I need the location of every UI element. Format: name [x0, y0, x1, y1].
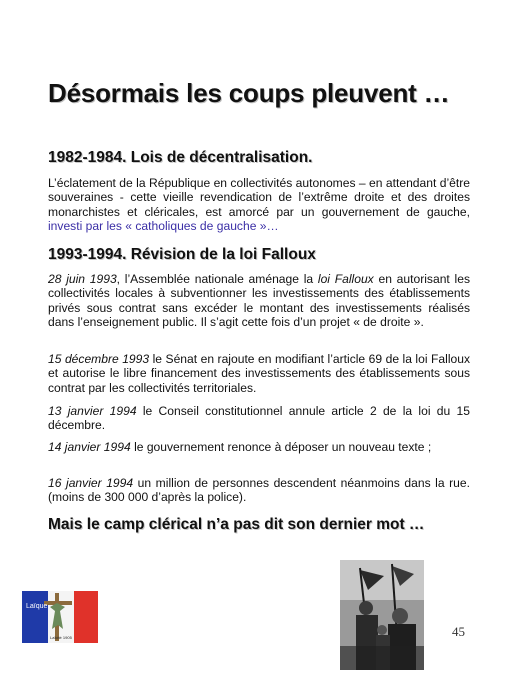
- slide-title: Désormais les coups pleuvent …: [48, 78, 450, 108]
- paragraph-juin-1993: [48, 272, 470, 329]
- logo-caption: Laïcité 1905: [50, 635, 72, 640]
- paragraph-text: le Conseil constitutionnel annule article 2 de la loi du 15 décembre.: [48, 404, 470, 433]
- paragraph-text: , l’Assemblée nationale aménage la: [116, 272, 318, 286]
- paragraph-text: le gouvernement renonce à déposer un nouveau texte ;: [130, 440, 432, 454]
- paragraph-text: un million de personnes descendent néanmoins dans la rue.(moins de 300 000 d’après la police).: [48, 476, 470, 505]
- law-name: loi Falloux: [317, 272, 374, 286]
- section-heading-falloux: 1993-1994. Révision de la loi Falloux: [48, 246, 316, 263]
- section-heading-decentralisation: 1982-1984. Lois de décentralisation.: [48, 149, 313, 166]
- date-label: 15 décembre 1993: [48, 352, 150, 366]
- laique-logo-image: [22, 585, 98, 649]
- date-label: 28 juin 1993: [48, 272, 117, 286]
- paragraph-text: le Sénat en rajoute en modifiant l’article 69 de la loi Falloux et autorise le libre financement des investissements des établissements sous contrat par les collectivités territoriales.: [48, 352, 471, 395]
- date-label: 16 janvier 1994: [48, 476, 134, 490]
- paragraph-16-janvier-1994: [48, 476, 470, 505]
- paragraph-13-janvier-1994: [48, 404, 470, 433]
- demonstration-photo: [340, 560, 424, 670]
- paragraph-text: en autorisant les collectivités locales à subventionner les investissements des établissements privés sous contrat sans excéder le montant des investissements réalisés dans l’enseignement public. Il s’agit cette fois d’un projet « de droite ».: [48, 272, 470, 329]
- paragraph-decembre-1993: [48, 352, 470, 395]
- closing-statement: Mais le camp clérical n’a pas dit son dernier mot …: [48, 516, 425, 533]
- date-label: 14 janvier 1994: [48, 440, 131, 454]
- paragraph-accent-text: investi par les « catholiques de gauche »…: [48, 218, 279, 233]
- paragraph-decentralisation: [48, 176, 470, 233]
- logo-word: Laïque: [26, 603, 48, 610]
- paragraph-14-janvier-1994: [48, 440, 470, 454]
- page-number: 45: [452, 624, 465, 639]
- paragraph-text: L’éclatement de la République en collectivités autonomes – en attendant d’être souveraines - cette vieille revendication de l’extrême droite et des droites monarchistes et cléricales, est amorcé par un gouvernement de gauche,: [48, 176, 470, 219]
- date-label: 13 janvier 1994: [48, 404, 137, 418]
